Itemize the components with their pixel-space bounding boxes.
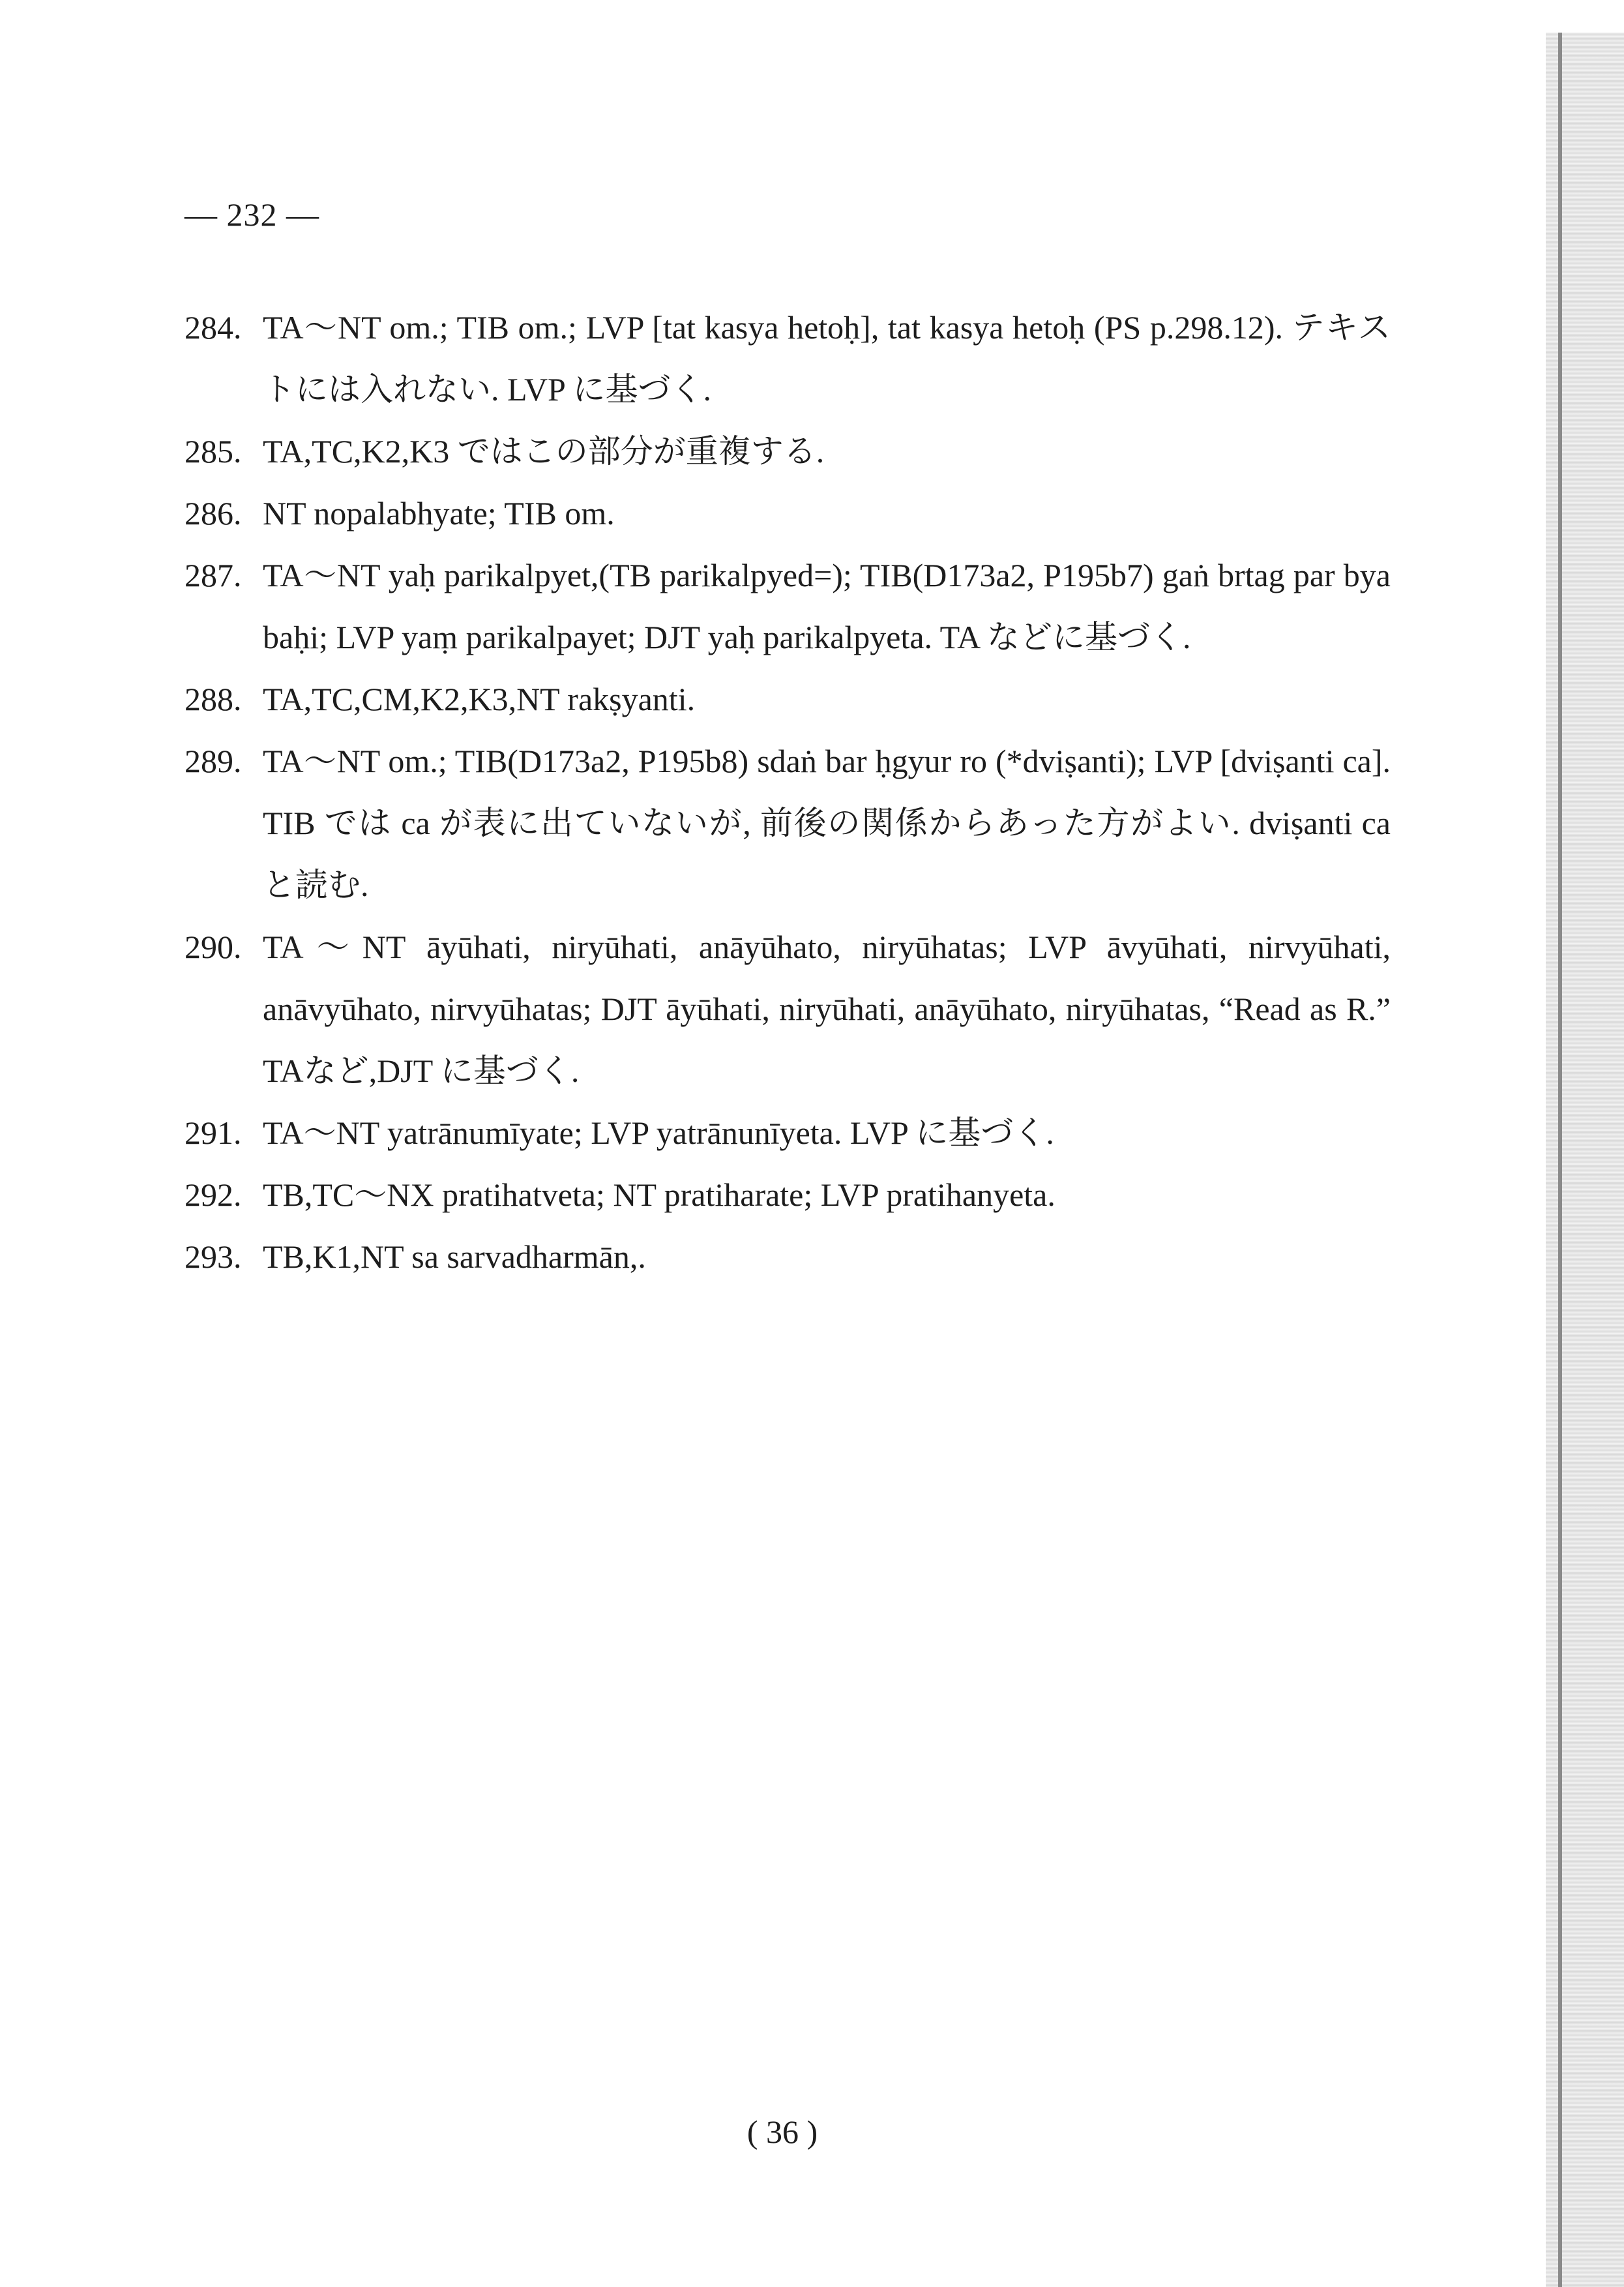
footnote-item bbox=[185, 1226, 1391, 1288]
footnote-number: 285. bbox=[185, 433, 242, 470]
footnote-text: TB,K1,NT sa sarvadharmān,. bbox=[263, 1238, 646, 1275]
footnote-item bbox=[185, 297, 1391, 421]
footnote-item bbox=[185, 421, 1391, 483]
footnote-text: TB,TC〜NX pratihatveta; NT pratiharate; LVP pratihanyeta. bbox=[263, 1176, 1056, 1213]
footnote-item bbox=[185, 916, 1391, 1102]
footnote-text: TA〜NT om.; TIB om.; LVP [tat kasya hetoḥ], tat kasya hetoḥ (PS p.298.12). テキストには入れない. LVP に基づく. bbox=[263, 309, 1391, 408]
footnote-number: 290. bbox=[185, 929, 242, 965]
footnote-text: TA〜NT yatrānumīyate; LVP yatrānunīyeta. LVP に基づく. bbox=[263, 1114, 1054, 1151]
footnote-item bbox=[185, 1102, 1391, 1164]
footnote-number: 292. bbox=[185, 1176, 242, 1213]
footnote-list bbox=[185, 297, 1391, 1288]
page-footer-number: ( 36 ) bbox=[746, 2114, 818, 2150]
page-header-marker: — 232 — bbox=[185, 196, 319, 233]
footnote-number: 289. bbox=[185, 743, 242, 779]
footnote-text: TA〜NT āyūhati, niryūhati, anāyūhato, niryūhatas; LVP āvyūhati, nirvyūhati, anāvyūhato, nirvyūhatas; DJT āyūhati, niryūhati, anāyūhato, niryūhatas, “Read as R.” TAなど,DJT に基づく. bbox=[263, 929, 1391, 1089]
footnote-text: TA,TC,CM,K2,K3,NT rakṣyanti. bbox=[263, 681, 696, 717]
footnote-item bbox=[185, 545, 1391, 668]
footnote-number: 291. bbox=[185, 1114, 242, 1151]
footnote-item bbox=[185, 730, 1391, 916]
scanned-binding-line bbox=[1558, 33, 1562, 2287]
footnote-item bbox=[185, 668, 1391, 730]
footnote-number: 287. bbox=[185, 557, 242, 593]
footnote-number: 293. bbox=[185, 1238, 242, 1275]
footnote-text: NT nopalabhyate; TIB om. bbox=[263, 495, 615, 531]
scanned-page-edge bbox=[1546, 33, 1624, 2287]
footnote-number: 286. bbox=[185, 495, 242, 531]
footnote-item bbox=[185, 1164, 1391, 1226]
footnote-number: 284. bbox=[185, 309, 242, 346]
footnote-text: TA〜NT om.; TIB(D173a2, P195b8) sdaṅ bar ḥgyur ro (*dviṣanti); LVP [dviṣanti ca]. TIB では ca が表に出ていないが, 前後の関係からあった方がよい. dviṣanti ca と読む. bbox=[263, 743, 1391, 903]
footnote-number: 288. bbox=[185, 681, 242, 717]
footnote-item bbox=[185, 483, 1391, 545]
footnote-text: TA〜NT yaḥ parikalpyet,(TB parikalpyed=); TIB(D173a2, P195b7) gaṅ brtag par bya baḥi; LVP yaṃ parikalpayet; DJT yaḥ parikalpyeta. TA などに基づく. bbox=[263, 557, 1391, 655]
footnote-text: TA,TC,K2,K3 ではこの部分が重複する. bbox=[263, 433, 825, 470]
